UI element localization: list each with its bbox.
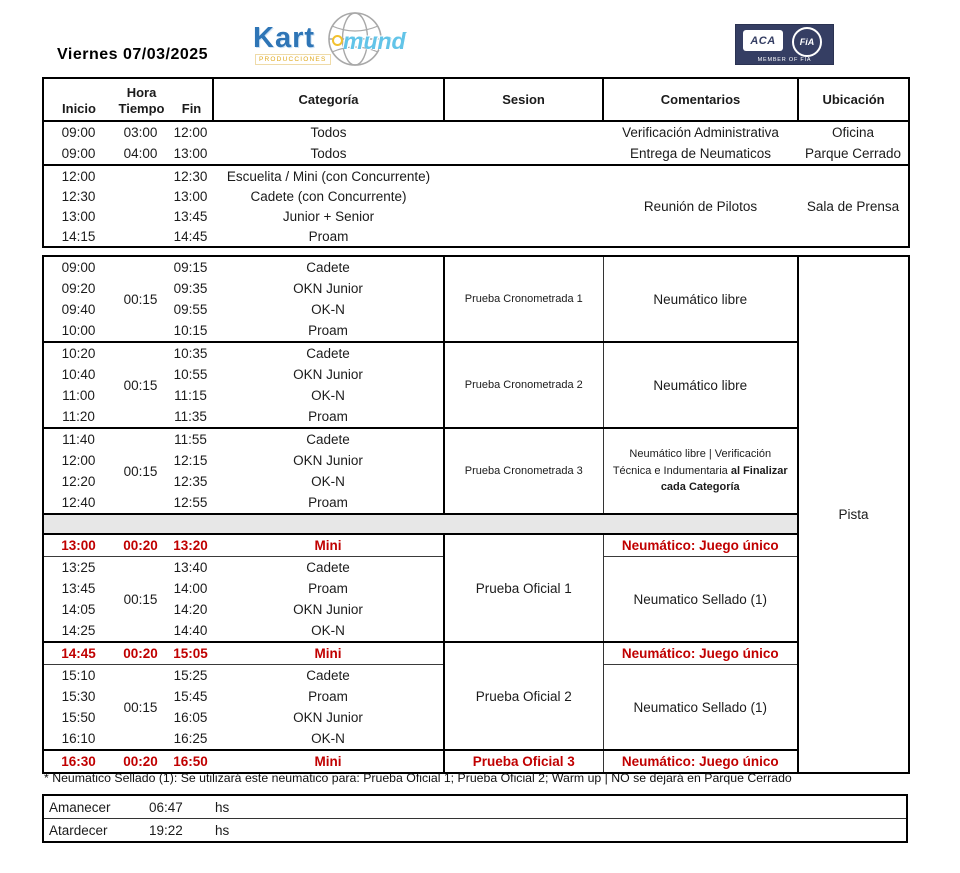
sesion-cell <box>444 226 603 247</box>
general-schedule-table <box>42 77 910 248</box>
sesion-cell <box>444 165 603 186</box>
aca-emblem <box>743 30 783 51</box>
table-row <box>43 750 909 773</box>
fin-cell: 09:35 <box>173 281 208 296</box>
fin-cell: 15:25 <box>168 665 213 687</box>
sesion-cell: Prueba Oficial 1 <box>444 534 603 642</box>
fin-cell: 13:45 <box>173 208 208 224</box>
inicio-header: Inicio <box>62 100 96 116</box>
categoria-cell: Proam <box>213 578 444 599</box>
sesion-cell <box>444 206 603 226</box>
tiempo-cell: 00:20 <box>113 642 168 665</box>
inicio-cell: 09:40 <box>61 302 96 317</box>
categoria-cell: OKN Junior <box>213 364 444 385</box>
inicio-cell: 13:45 <box>61 581 96 596</box>
fia-roundel <box>792 27 822 57</box>
separator-row <box>43 514 909 534</box>
member-of-fia-label: MEMBER OF FIA <box>757 57 812 63</box>
tiempo-header: Tiempo <box>118 100 165 116</box>
page-title: Viernes 07/03/2025 <box>57 46 209 63</box>
fin-cell: 13:40 <box>168 557 213 579</box>
comentarios-cell: Neumatico Sellado (1) <box>603 557 798 643</box>
categoria-cell: Mini <box>213 750 444 773</box>
comentarios-cell: Entrega de Neumaticos <box>629 146 772 161</box>
sunset-time: 19:22 <box>149 822 183 838</box>
footnote: * Neumatico Sellado (1): Se utilizará este neumatico para: Prueba Oficial 1; Prueba Oficial 2; Warm up | NO se dejará en Parque Cerrado <box>44 771 792 785</box>
fin-cell: 14:40 <box>173 623 208 638</box>
sunset-label: Atardecer <box>49 822 108 838</box>
fin-cell: 13:00 <box>173 188 208 204</box>
sesion-header: Sesion <box>444 78 603 121</box>
table-row <box>43 256 909 278</box>
sesion-cell: Prueba Oficial 3 <box>444 750 603 773</box>
categoria-cell: OKN Junior <box>213 599 444 620</box>
sesion-cell <box>444 186 603 206</box>
inicio-cell: 13:00 <box>61 208 96 224</box>
inicio-cell: 16:10 <box>61 731 96 746</box>
categoria-cell: Proam <box>213 406 444 428</box>
table-row <box>43 428 909 450</box>
sunset-row <box>43 819 907 843</box>
sesion-cell: Prueba Cronometrada 3 <box>444 428 603 514</box>
hora-header: Hora <box>126 84 157 100</box>
inicio-cell: 11:00 <box>62 388 95 403</box>
categoria-cell: OK-N <box>213 299 444 320</box>
inicio-cell: 09:00 <box>61 146 96 161</box>
comentarios-cell: Reunión de Pilotos <box>603 165 798 247</box>
tiempo-cell: 00:20 <box>113 750 168 773</box>
ubicacion-cell: Sala de Prensa <box>798 165 909 247</box>
sunrise-unit: hs <box>215 795 275 819</box>
categoria-header: Categoría <box>213 78 444 121</box>
sunrise-time: 06:47 <box>149 795 215 819</box>
fin-cell: 14:45 <box>173 228 208 244</box>
categoria-cell: OKN Junior <box>213 707 444 728</box>
sunrise-label: Amanecer <box>43 795 149 819</box>
categoria-cell: OKN Junior <box>213 450 444 471</box>
categoria-cell: Todos <box>310 146 347 161</box>
fin-cell: 15:05 <box>168 642 213 665</box>
fin-cell: 11:15 <box>174 388 207 403</box>
comentarios-cell <box>603 428 798 514</box>
fin-cell: 13:20 <box>168 534 213 557</box>
categoria-cell: Cadete <box>213 342 444 364</box>
categoria-cell: Mini <box>213 642 444 665</box>
comentarios-header: Comentarios <box>603 78 798 121</box>
fin-cell: 11:35 <box>174 409 207 424</box>
header-row <box>43 78 909 121</box>
tiempo-cell: 03:00 <box>123 125 158 140</box>
ubicacion-cell: Pista <box>838 507 869 522</box>
kart-logo-text: Kart <box>253 22 316 54</box>
categoria-cell: Junior + Senior <box>282 208 375 224</box>
categoria-cell: Cadete (con Concurrente) <box>250 188 407 204</box>
aca-fia-logo <box>735 24 834 65</box>
fin-cell: 15:45 <box>173 689 208 704</box>
kartmundo-logo <box>253 8 406 70</box>
fin-cell: 12:15 <box>173 453 208 468</box>
categoria-cell: Cadete <box>213 428 444 450</box>
mund-logo-text: mund <box>343 28 406 54</box>
sesion-cell <box>444 121 603 143</box>
categoria-cell: OKN Junior <box>213 278 444 299</box>
tiempo-cell: 04:00 <box>123 146 158 161</box>
inicio-cell: 11:20 <box>62 409 95 424</box>
categoria-cell: Mini <box>213 534 444 557</box>
fin-cell: 09:55 <box>173 302 208 317</box>
comentarios-cell: Neumatico Sellado (1) <box>603 665 798 751</box>
separator-cell <box>43 514 798 534</box>
fin-cell: 14:20 <box>173 602 208 617</box>
inicio-cell: 10:40 <box>61 367 96 382</box>
fin-cell: 16:25 <box>173 731 208 746</box>
categoria-cell: Proam <box>308 228 349 244</box>
ubicacion-cell: Parque Cerrado <box>804 146 902 161</box>
tiempo-cell: 00:20 <box>113 534 168 557</box>
sun-times-table <box>42 794 908 843</box>
tiempo-cell: 00:15 <box>113 428 168 514</box>
categoria-cell: Cadete <box>213 665 444 687</box>
fin-cell: 10:35 <box>168 342 213 364</box>
fin-cell: 12:00 <box>173 125 208 140</box>
categoria-cell: OK-N <box>213 471 444 492</box>
inicio-cell: 14:45 <box>43 642 113 665</box>
fin-cell: 13:00 <box>173 146 208 161</box>
inicio-cell: 10:00 <box>61 323 96 338</box>
sunset-unit: hs <box>215 822 230 838</box>
fin-cell: 10:55 <box>173 367 208 382</box>
categoria-cell: OK-N <box>213 620 444 642</box>
fin-header: Fin <box>181 100 202 116</box>
inicio-cell: 12:00 <box>43 165 113 186</box>
comentarios-cell: Neumático libre <box>603 342 798 428</box>
categoria-cell: Todos <box>310 125 347 140</box>
hora-header-cell <box>43 78 213 121</box>
comentarios-cell: Neumático libre <box>603 256 798 342</box>
fin-cell: 16:05 <box>173 710 208 725</box>
inicio-cell: 12:20 <box>61 474 96 489</box>
inicio-cell: 13:00 <box>43 534 113 557</box>
fin-cell: 09:15 <box>173 260 208 275</box>
inicio-cell: 14:15 <box>61 228 96 244</box>
sesion-cell: Prueba Cronometrada 2 <box>444 342 603 428</box>
inicio-cell: 14:05 <box>61 602 96 617</box>
inicio-cell: 10:20 <box>43 342 113 364</box>
tiempo-cell <box>113 206 168 226</box>
sesion-cell: Prueba Cronometrada 1 <box>444 256 603 342</box>
categoria-cell: Escuelita / Mini (con Concurrente) <box>213 165 444 186</box>
fia-text: FiA <box>799 37 815 47</box>
sesion-cell <box>444 143 603 165</box>
inicio-cell: 15:30 <box>61 689 96 704</box>
table-row <box>43 642 909 665</box>
fin-cell: 12:55 <box>173 495 208 510</box>
table-row <box>43 143 909 165</box>
table-row <box>43 165 909 186</box>
tiempo-cell <box>113 226 168 247</box>
inicio-cell: 09:20 <box>61 281 96 296</box>
inicio-cell: 15:50 <box>61 710 96 725</box>
inicio-cell: 09:00 <box>61 260 96 275</box>
fin-cell: 16:50 <box>168 750 213 773</box>
kart-logo-dot <box>332 35 343 46</box>
comentarios-cell: Neumático: Juego único <box>603 750 798 773</box>
comentario-normal: Neumático libre | Verificación Técnica e Indumentaria <box>612 448 772 477</box>
inicio-cell: 16:30 <box>43 750 113 773</box>
fin-cell: 12:30 <box>168 165 213 186</box>
sunrise-row <box>43 795 907 819</box>
ubicacion-header: Ubicación <box>798 78 909 121</box>
categoria-cell: Proam <box>213 492 444 514</box>
table-row <box>43 121 909 143</box>
tiempo-cell: 00:15 <box>113 665 168 751</box>
track-schedule-table <box>42 255 910 774</box>
categoria-cell: OK-N <box>213 728 444 750</box>
tiempo-cell: 00:15 <box>113 557 168 643</box>
sesion-cell: Prueba Oficial 2 <box>444 642 603 750</box>
fin-cell: 12:35 <box>173 474 208 489</box>
table-row <box>43 342 909 364</box>
producciones-label: PRODUCCIONES <box>255 54 331 65</box>
categoria-cell: Proam <box>213 686 444 707</box>
inicio-cell: 15:10 <box>43 665 113 687</box>
inicio-cell: 11:40 <box>43 428 113 450</box>
inicio-cell: 12:30 <box>61 188 96 204</box>
inicio-cell: 09:00 <box>61 125 96 140</box>
inicio-cell: 12:40 <box>61 495 96 510</box>
tiempo-cell <box>113 165 168 186</box>
tiempo-cell: 00:15 <box>113 342 168 428</box>
categoria-cell: Cadete <box>213 256 444 278</box>
table-row <box>43 534 909 557</box>
ubicacion-cell: Oficina <box>832 125 875 140</box>
aca-text: ACA <box>750 34 776 47</box>
comentarios-cell: Neumático: Juego único <box>603 642 798 665</box>
inicio-cell: 12:00 <box>61 453 96 468</box>
comentarios-cell: Neumático: Juego único <box>603 534 798 557</box>
categoria-cell: Proam <box>213 320 444 342</box>
categoria-cell: OK-N <box>213 385 444 406</box>
tiempo-cell: 00:15 <box>123 291 158 307</box>
fin-cell: 11:55 <box>168 428 213 450</box>
inicio-cell: 14:25 <box>61 623 96 638</box>
fin-cell: 14:00 <box>173 581 208 596</box>
inicio-cell: 13:25 <box>43 557 113 579</box>
comentario-bold: al Finalizar cada Categoría <box>660 464 788 494</box>
comentarios-cell: Verificación Administrativa <box>622 125 779 140</box>
tiempo-cell <box>113 186 168 206</box>
categoria-cell: Cadete <box>213 557 444 579</box>
fin-cell: 10:15 <box>173 323 208 338</box>
